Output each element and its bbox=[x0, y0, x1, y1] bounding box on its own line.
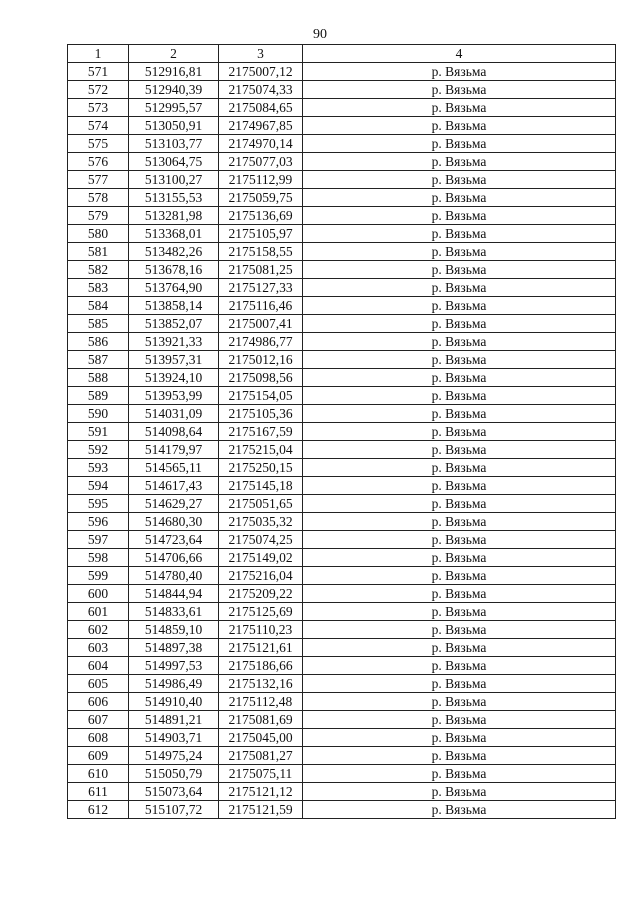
description-cell: р. Вязьма bbox=[303, 279, 616, 297]
x-coordinate-cell: 514891,21 bbox=[129, 711, 219, 729]
point-number-cell: 575 bbox=[68, 135, 129, 153]
table-row bbox=[68, 387, 616, 405]
table-row bbox=[68, 567, 616, 585]
description-cell: р. Вязьма bbox=[303, 81, 616, 99]
table-row bbox=[68, 351, 616, 369]
y-coordinate-cell: 2175121,61 bbox=[219, 639, 303, 657]
x-coordinate-cell: 514565,11 bbox=[129, 459, 219, 477]
x-coordinate-cell: 514706,66 bbox=[129, 549, 219, 567]
x-coordinate-cell: 514617,43 bbox=[129, 477, 219, 495]
x-coordinate-cell: 514723,64 bbox=[129, 531, 219, 549]
y-coordinate-cell: 2175105,36 bbox=[219, 405, 303, 423]
description-cell: р. Вязьма bbox=[303, 585, 616, 603]
description-cell: р. Вязьма bbox=[303, 567, 616, 585]
description-cell: р. Вязьма bbox=[303, 297, 616, 315]
description-cell: р. Вязьма bbox=[303, 405, 616, 423]
table-row bbox=[68, 207, 616, 225]
description-cell: р. Вязьма bbox=[303, 711, 616, 729]
point-number-cell: 608 bbox=[68, 729, 129, 747]
point-number-cell: 573 bbox=[68, 99, 129, 117]
description-cell: р. Вязьма bbox=[303, 189, 616, 207]
x-coordinate-cell: 514179,97 bbox=[129, 441, 219, 459]
y-coordinate-cell: 2175074,25 bbox=[219, 531, 303, 549]
x-coordinate-cell: 513852,07 bbox=[129, 315, 219, 333]
x-coordinate-cell: 515073,64 bbox=[129, 783, 219, 801]
table-row bbox=[68, 189, 616, 207]
y-coordinate-cell: 2175121,12 bbox=[219, 783, 303, 801]
description-cell: р. Вязьма bbox=[303, 63, 616, 81]
y-coordinate-cell: 2175216,04 bbox=[219, 567, 303, 585]
x-coordinate-cell: 513100,27 bbox=[129, 171, 219, 189]
description-cell: р. Вязьма bbox=[303, 495, 616, 513]
table-row bbox=[68, 171, 616, 189]
point-number-cell: 584 bbox=[68, 297, 129, 315]
table-row bbox=[68, 657, 616, 675]
description-cell: р. Вязьма bbox=[303, 117, 616, 135]
point-number-cell: 590 bbox=[68, 405, 129, 423]
y-coordinate-cell: 2175045,00 bbox=[219, 729, 303, 747]
x-coordinate-cell: 514975,24 bbox=[129, 747, 219, 765]
table-row bbox=[68, 63, 616, 81]
x-coordinate-cell: 513050,91 bbox=[129, 117, 219, 135]
x-coordinate-cell: 513921,33 bbox=[129, 333, 219, 351]
point-number-cell: 586 bbox=[68, 333, 129, 351]
y-coordinate-cell: 2175149,02 bbox=[219, 549, 303, 567]
y-coordinate-cell: 2175145,18 bbox=[219, 477, 303, 495]
description-cell: р. Вязьма bbox=[303, 639, 616, 657]
point-number-cell: 582 bbox=[68, 261, 129, 279]
y-coordinate-cell: 2175007,41 bbox=[219, 315, 303, 333]
point-number-cell: 593 bbox=[68, 459, 129, 477]
point-number-cell: 600 bbox=[68, 585, 129, 603]
table-row bbox=[68, 747, 616, 765]
description-cell: р. Вязьма bbox=[303, 243, 616, 261]
column-header-1: 1 bbox=[68, 45, 129, 63]
x-coordinate-cell: 513953,99 bbox=[129, 387, 219, 405]
point-number-cell: 585 bbox=[68, 315, 129, 333]
table-row bbox=[68, 333, 616, 351]
y-coordinate-cell: 2175121,59 bbox=[219, 801, 303, 819]
y-coordinate-cell: 2174970,14 bbox=[219, 135, 303, 153]
y-coordinate-cell: 2175186,66 bbox=[219, 657, 303, 675]
table-row bbox=[68, 225, 616, 243]
point-number-cell: 609 bbox=[68, 747, 129, 765]
description-cell: р. Вязьма bbox=[303, 801, 616, 819]
point-number-cell: 607 bbox=[68, 711, 129, 729]
table-row bbox=[68, 477, 616, 495]
description-cell: р. Вязьма bbox=[303, 531, 616, 549]
table-row bbox=[68, 783, 616, 801]
table-row bbox=[68, 603, 616, 621]
table-row bbox=[68, 153, 616, 171]
description-cell: р. Вязьма bbox=[303, 477, 616, 495]
y-coordinate-cell: 2175081,69 bbox=[219, 711, 303, 729]
table-row bbox=[68, 531, 616, 549]
column-header-4: 4 bbox=[303, 45, 616, 63]
description-cell: р. Вязьма bbox=[303, 153, 616, 171]
x-coordinate-cell: 513281,98 bbox=[129, 207, 219, 225]
point-number-cell: 598 bbox=[68, 549, 129, 567]
y-coordinate-cell: 2175136,69 bbox=[219, 207, 303, 225]
description-cell: р. Вязьма bbox=[303, 603, 616, 621]
x-coordinate-cell: 513155,53 bbox=[129, 189, 219, 207]
y-coordinate-cell: 2174986,77 bbox=[219, 333, 303, 351]
point-number-cell: 578 bbox=[68, 189, 129, 207]
description-cell: р. Вязьма bbox=[303, 621, 616, 639]
point-number-cell: 602 bbox=[68, 621, 129, 639]
x-coordinate-cell: 514897,38 bbox=[129, 639, 219, 657]
point-number-cell: 596 bbox=[68, 513, 129, 531]
y-coordinate-cell: 2175084,65 bbox=[219, 99, 303, 117]
table-row bbox=[68, 621, 616, 639]
y-coordinate-cell: 2175112,99 bbox=[219, 171, 303, 189]
x-coordinate-cell: 513103,77 bbox=[129, 135, 219, 153]
x-coordinate-cell: 514098,64 bbox=[129, 423, 219, 441]
point-number-cell: 571 bbox=[68, 63, 129, 81]
x-coordinate-cell: 515050,79 bbox=[129, 765, 219, 783]
point-number-cell: 589 bbox=[68, 387, 129, 405]
y-coordinate-cell: 2175127,33 bbox=[219, 279, 303, 297]
description-cell: р. Вязьма bbox=[303, 333, 616, 351]
description-cell: р. Вязьма bbox=[303, 549, 616, 567]
point-number-cell: 592 bbox=[68, 441, 129, 459]
description-cell: р. Вязьма bbox=[303, 423, 616, 441]
point-number-cell: 599 bbox=[68, 567, 129, 585]
table-row bbox=[68, 729, 616, 747]
description-cell: р. Вязьма bbox=[303, 729, 616, 747]
point-number-cell: 610 bbox=[68, 765, 129, 783]
table-row bbox=[68, 405, 616, 423]
table-row bbox=[68, 279, 616, 297]
x-coordinate-cell: 514780,40 bbox=[129, 567, 219, 585]
x-coordinate-cell: 512995,57 bbox=[129, 99, 219, 117]
x-coordinate-cell: 512916,81 bbox=[129, 63, 219, 81]
y-coordinate-cell: 2175074,33 bbox=[219, 81, 303, 99]
description-cell: р. Вязьма bbox=[303, 99, 616, 117]
table-row bbox=[68, 549, 616, 567]
point-number-cell: 587 bbox=[68, 351, 129, 369]
description-cell: р. Вязьма bbox=[303, 207, 616, 225]
x-coordinate-cell: 514903,71 bbox=[129, 729, 219, 747]
y-coordinate-cell: 2175098,56 bbox=[219, 369, 303, 387]
point-number-cell: 603 bbox=[68, 639, 129, 657]
point-number-cell: 580 bbox=[68, 225, 129, 243]
table-row bbox=[68, 441, 616, 459]
description-cell: р. Вязьма bbox=[303, 315, 616, 333]
x-coordinate-cell: 514986,49 bbox=[129, 675, 219, 693]
y-coordinate-cell: 2175051,65 bbox=[219, 495, 303, 513]
table-row bbox=[68, 315, 616, 333]
description-cell: р. Вязьма bbox=[303, 765, 616, 783]
table-row bbox=[68, 513, 616, 531]
y-coordinate-cell: 2174967,85 bbox=[219, 117, 303, 135]
y-coordinate-cell: 2175077,03 bbox=[219, 153, 303, 171]
point-number-cell: 581 bbox=[68, 243, 129, 261]
y-coordinate-cell: 2175158,55 bbox=[219, 243, 303, 261]
point-number-cell: 611 bbox=[68, 783, 129, 801]
y-coordinate-cell: 2175132,16 bbox=[219, 675, 303, 693]
y-coordinate-cell: 2175110,23 bbox=[219, 621, 303, 639]
x-coordinate-cell: 514833,61 bbox=[129, 603, 219, 621]
table-row bbox=[68, 369, 616, 387]
x-coordinate-cell: 513924,10 bbox=[129, 369, 219, 387]
x-coordinate-cell: 514031,09 bbox=[129, 405, 219, 423]
description-cell: р. Вязьма bbox=[303, 351, 616, 369]
x-coordinate-cell: 514844,94 bbox=[129, 585, 219, 603]
description-cell: р. Вязьма bbox=[303, 135, 616, 153]
point-number-cell: 594 bbox=[68, 477, 129, 495]
description-cell: р. Вязьма bbox=[303, 441, 616, 459]
point-number-cell: 577 bbox=[68, 171, 129, 189]
table-row bbox=[68, 801, 616, 819]
point-number-cell: 604 bbox=[68, 657, 129, 675]
page-number: 90 bbox=[313, 27, 327, 42]
table-row bbox=[68, 243, 616, 261]
x-coordinate-cell: 513064,75 bbox=[129, 153, 219, 171]
point-number-cell: 595 bbox=[68, 495, 129, 513]
description-cell: р. Вязьма bbox=[303, 783, 616, 801]
x-coordinate-cell: 512940,39 bbox=[129, 81, 219, 99]
x-coordinate-cell: 514629,27 bbox=[129, 495, 219, 513]
y-coordinate-cell: 2175059,75 bbox=[219, 189, 303, 207]
x-coordinate-cell: 513368,01 bbox=[129, 225, 219, 243]
description-cell: р. Вязьма bbox=[303, 225, 616, 243]
y-coordinate-cell: 2175250,15 bbox=[219, 459, 303, 477]
table-row bbox=[68, 423, 616, 441]
table-row bbox=[68, 99, 616, 117]
description-cell: р. Вязьма bbox=[303, 387, 616, 405]
y-coordinate-cell: 2175154,05 bbox=[219, 387, 303, 405]
x-coordinate-cell: 514859,10 bbox=[129, 621, 219, 639]
y-coordinate-cell: 2175167,59 bbox=[219, 423, 303, 441]
table-row bbox=[68, 261, 616, 279]
description-cell: р. Вязьма bbox=[303, 657, 616, 675]
point-number-cell: 591 bbox=[68, 423, 129, 441]
x-coordinate-cell: 514680,30 bbox=[129, 513, 219, 531]
point-number-cell: 588 bbox=[68, 369, 129, 387]
description-cell: р. Вязьма bbox=[303, 693, 616, 711]
x-coordinate-cell: 513482,26 bbox=[129, 243, 219, 261]
table-row bbox=[68, 693, 616, 711]
description-cell: р. Вязьма bbox=[303, 747, 616, 765]
point-number-cell: 583 bbox=[68, 279, 129, 297]
point-number-cell: 601 bbox=[68, 603, 129, 621]
column-header-3: 3 bbox=[219, 45, 303, 63]
table-row bbox=[68, 297, 616, 315]
table-row bbox=[68, 639, 616, 657]
y-coordinate-cell: 2175035,32 bbox=[219, 513, 303, 531]
y-coordinate-cell: 2175112,48 bbox=[219, 693, 303, 711]
description-cell: р. Вязьма bbox=[303, 171, 616, 189]
y-coordinate-cell: 2175075,11 bbox=[219, 765, 303, 783]
description-cell: р. Вязьма bbox=[303, 369, 616, 387]
y-coordinate-cell: 2175012,16 bbox=[219, 351, 303, 369]
coordinates-table bbox=[67, 44, 616, 819]
table-row bbox=[68, 765, 616, 783]
table-row bbox=[68, 459, 616, 477]
point-number-cell: 597 bbox=[68, 531, 129, 549]
y-coordinate-cell: 2175116,46 bbox=[219, 297, 303, 315]
y-coordinate-cell: 2175081,27 bbox=[219, 747, 303, 765]
table-row bbox=[68, 117, 616, 135]
table-row bbox=[68, 495, 616, 513]
point-number-cell: 576 bbox=[68, 153, 129, 171]
x-coordinate-cell: 514997,53 bbox=[129, 657, 219, 675]
column-header-2: 2 bbox=[129, 45, 219, 63]
y-coordinate-cell: 2175007,12 bbox=[219, 63, 303, 81]
table-row bbox=[68, 135, 616, 153]
table-row bbox=[68, 675, 616, 693]
x-coordinate-cell: 514910,40 bbox=[129, 693, 219, 711]
table-row bbox=[68, 81, 616, 99]
x-coordinate-cell: 513858,14 bbox=[129, 297, 219, 315]
point-number-cell: 574 bbox=[68, 117, 129, 135]
table-row bbox=[68, 585, 616, 603]
description-cell: р. Вязьма bbox=[303, 459, 616, 477]
y-coordinate-cell: 2175215,04 bbox=[219, 441, 303, 459]
y-coordinate-cell: 2175209,22 bbox=[219, 585, 303, 603]
x-coordinate-cell: 515107,72 bbox=[129, 801, 219, 819]
point-number-cell: 572 bbox=[68, 81, 129, 99]
point-number-cell: 605 bbox=[68, 675, 129, 693]
x-coordinate-cell: 513764,90 bbox=[129, 279, 219, 297]
point-number-cell: 612 bbox=[68, 801, 129, 819]
y-coordinate-cell: 2175081,25 bbox=[219, 261, 303, 279]
description-cell: р. Вязьма bbox=[303, 513, 616, 531]
x-coordinate-cell: 513678,16 bbox=[129, 261, 219, 279]
x-coordinate-cell: 513957,31 bbox=[129, 351, 219, 369]
y-coordinate-cell: 2175105,97 bbox=[219, 225, 303, 243]
description-cell: р. Вязьма bbox=[303, 675, 616, 693]
table-row bbox=[68, 711, 616, 729]
y-coordinate-cell: 2175125,69 bbox=[219, 603, 303, 621]
description-cell: р. Вязьма bbox=[303, 261, 616, 279]
point-number-cell: 606 bbox=[68, 693, 129, 711]
table-header-row bbox=[68, 45, 616, 63]
point-number-cell: 579 bbox=[68, 207, 129, 225]
table-body bbox=[68, 63, 616, 819]
